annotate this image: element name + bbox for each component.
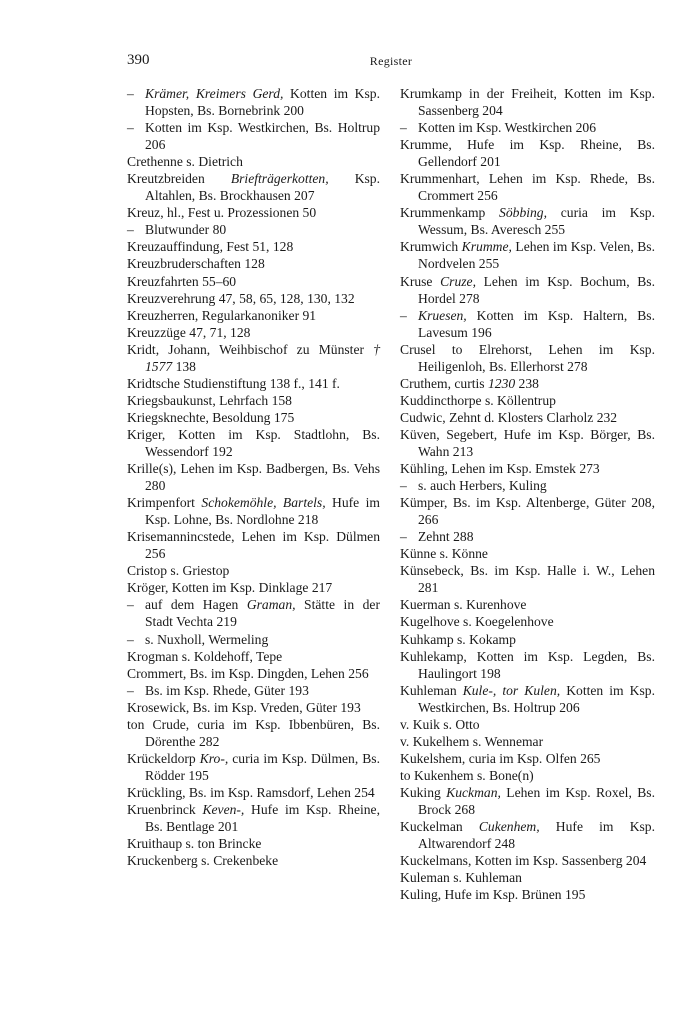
index-entry: Krumwich Krumme, Lehen im Ksp. Velen, Bs. Nordvelen 255 — [400, 239, 655, 272]
index-entry: Krumkamp in der Freiheit, Kotten im Ksp. Sassenberg 204 — [400, 86, 655, 119]
index-entry: Kriegsbaukunst, Lehrfach 158 — [127, 392, 292, 408]
index-entry: Kridtsche Studienstiftung 138 f., 141 f. — [127, 375, 340, 391]
subentry-dash: – — [127, 120, 134, 136]
index-entry: Kreuzzüge 47, 71, 128 — [127, 324, 251, 340]
index-entry: Kreuzherren, Regularkanoniker 91 — [127, 307, 317, 323]
index-entry: Küven, Segebert, Hufe im Ksp. Börger, Bs. Wahn 213 — [400, 426, 655, 459]
index-entry: Cruthem, curtis 1230 238 — [400, 375, 539, 391]
index-entry: Krimpenfort Schokemöhle, Bartels, Hufe im Ksp. Lohne, Bs. Nordlohne 218 — [127, 495, 380, 528]
index-entry: Kuckelmans, Kotten im Ksp. Sassenberg 204 — [400, 853, 647, 869]
index-entry: Crusel to Elrehorst, Lehen im Ksp. Heiligenloh, Bs. Ellerhorst 278 — [400, 341, 655, 374]
index-entry: – s. auch Herbers, Kuling — [400, 478, 547, 494]
index-entry: Kuking Kuckman, Lehen im Ksp. Roxel, Bs. Brock 268 — [400, 784, 655, 817]
index-entry: – auf dem Hagen Graman, Stätte in der Stadt Vechta 219 — [127, 597, 380, 630]
index-entry: Kreutzbreiden Briefträgerkotten, Ksp. Altahlen, Bs. Brockhausen 207 — [127, 171, 380, 204]
index-entry: Kruse Cruze, Lehen im Ksp. Bochum, Bs. Hordel 278 — [400, 273, 655, 306]
index-entry: Krummenhart, Lehen im Ksp. Rhede, Bs. Crommert 256 — [400, 171, 655, 204]
page-header — [127, 52, 655, 72]
index-entry: Kuleman s. Kuhleman — [400, 870, 522, 886]
index-entry: Crethenne s. Dietrich — [127, 154, 243, 170]
index-entry: Kuerman s. Kurenhove — [400, 597, 527, 613]
index-entry: Kreuzauffindung, Fest 51, 128 — [127, 239, 294, 255]
index-entry: Kukelshem, curia im Ksp. Olfen 265 — [400, 750, 601, 766]
subentry-dash: – — [127, 86, 134, 101]
index-entry: Kruenbrinck Keven-, Hufe im Ksp. Rheine, Bs. Bentlage 201 — [127, 801, 380, 835]
subentry-dash: – — [127, 682, 134, 698]
running-head: Register — [369, 54, 413, 68]
index-column-right — [400, 85, 655, 903]
index-entry: – Blutwunder 80 — [127, 222, 227, 238]
index-entry: Kuckelman Cukenhem, Hufe im Ksp. Altwarendorf 248 — [400, 819, 655, 852]
index-entry: Künsebeck, Bs. im Ksp. Halle i. W., Lehen 281 — [400, 563, 655, 596]
index-entry: – Kotten im Ksp. Westkirchen, Bs. Holtrup 206 — [127, 120, 380, 153]
index-entry: Kreuzfahrten 55–60 — [127, 273, 237, 289]
index-entry: Krumme, Hufe im Ksp. Rheine, Bs. Gellendorf 201 — [400, 137, 655, 170]
index-entry: v. Kuik s. Otto — [400, 716, 480, 732]
index-entry: Kridt, Johann, Weihbischof zu Münster † 1577 138 — [127, 341, 380, 374]
index-entry: – s. Nuxholl, Wermeling — [127, 631, 269, 647]
index-entry: Kreuz, hl., Fest u. Prozessionen 50 — [127, 205, 317, 221]
subentry-dash: – — [400, 478, 407, 494]
index-entry: Krosewick, Bs. im Ksp. Vreden, Güter 193 — [127, 699, 361, 715]
page-number: 390 — [127, 52, 150, 68]
index-entry: Krille(s), Lehen im Ksp. Badbergen, Bs. Vehs 280 — [127, 461, 380, 494]
index-entry: Künne s. Könne — [400, 546, 488, 562]
index-entry: Kugelhove s. Koegelenhove — [400, 614, 554, 630]
index-entry: – Zehnt 288 — [400, 529, 474, 545]
index-entry: Kuhleman Kule-, tor Kulen, Kotten im Ksp. Westkirchen, Bs. Holtrup 206 — [400, 682, 655, 715]
index-entry: – Kotten im Ksp. Westkirchen 206 — [400, 120, 596, 136]
subentry-dash: – — [400, 307, 407, 323]
subentry-dash: – — [127, 631, 134, 647]
subentry-dash: – — [400, 529, 407, 545]
subentry-dash: – — [127, 597, 134, 613]
index-entry: Crommert, Bs. im Ksp. Dingden, Lehen 256 — [127, 665, 369, 681]
index-entry: Kreuzverehrung 47, 58, 65, 128, 130, 132 — [127, 290, 355, 306]
index-entry: Krogman s. Koldehoff, Tepe — [127, 648, 283, 664]
index-entry: to Kukenhem s. Bone(n) — [400, 767, 534, 783]
index-entry: Kuddincthorpe s. Köllentrup — [400, 392, 556, 408]
subentry-dash: – — [400, 120, 407, 136]
index-entry: Krückling, Bs. im Ksp. Ramsdorf, Lehen 254 — [127, 784, 375, 800]
index-entry: Kuhkamp s. Kokamp — [400, 631, 516, 647]
index-entry: ton Crude, curia im Ksp. Ibbenbüren, Bs. Dörenthe 282 — [127, 716, 380, 749]
index-entry: Kühling, Lehen im Ksp. Emstek 273 — [400, 461, 600, 477]
index-entry: – Krämer, Kreimers Gerd, Kotten im Ksp. Hopsten, Bs. Bornebrink 200 — [127, 86, 380, 119]
index-entry: Kriegsknechte, Besoldung 175 — [127, 409, 295, 425]
index-entry: Kuhlekamp, Kotten im Ksp. Legden, Bs. Haulingort 198 — [400, 648, 655, 681]
index-entry: Krückeldorp Kro-, curia im Ksp. Dülmen, Bs. Rödder 195 — [127, 750, 380, 783]
index-entry: Kreuzbruderschaften 128 — [127, 256, 265, 272]
subentry-dash: – — [127, 222, 134, 238]
index-column-left — [127, 85, 380, 869]
index-entry: Krummenkamp Söbbing, curia im Ksp. Wessum, Bs. Averesch 255 — [400, 205, 655, 238]
index-entry: Kruckenberg s. Crekenbeke — [127, 853, 279, 869]
index-entry: – Bs. im Ksp. Rhede, Güter 193 — [127, 682, 309, 698]
index-entry: Kruithaup s. ton Brincke — [127, 836, 262, 852]
index-entry: Kuling, Hufe im Ksp. Brünen 195 — [400, 887, 586, 903]
index-entry: Kümper, Bs. im Ksp. Altenberge, Güter 208, 266 — [400, 495, 655, 528]
index-entry: Cudwic, Zehnt d. Klosters Clarholz 232 — [400, 409, 618, 425]
index-entry: Cristop s. Griestop — [127, 563, 230, 579]
index-entry: Kröger, Kotten im Ksp. Dinklage 217 — [127, 580, 333, 596]
index-entry: – Kruesen, Kotten im Ksp. Haltern, Bs. Lavesum 196 — [400, 307, 655, 340]
index-entry: v. Kukelhem s. Wennemar — [400, 733, 544, 749]
index-entry: Kriger, Kotten im Ksp. Stadtlohn, Bs. Wessendorf 192 — [127, 426, 380, 459]
index-entry: Krisemannincstede, Lehen im Ksp. Dülmen 256 — [127, 529, 380, 562]
